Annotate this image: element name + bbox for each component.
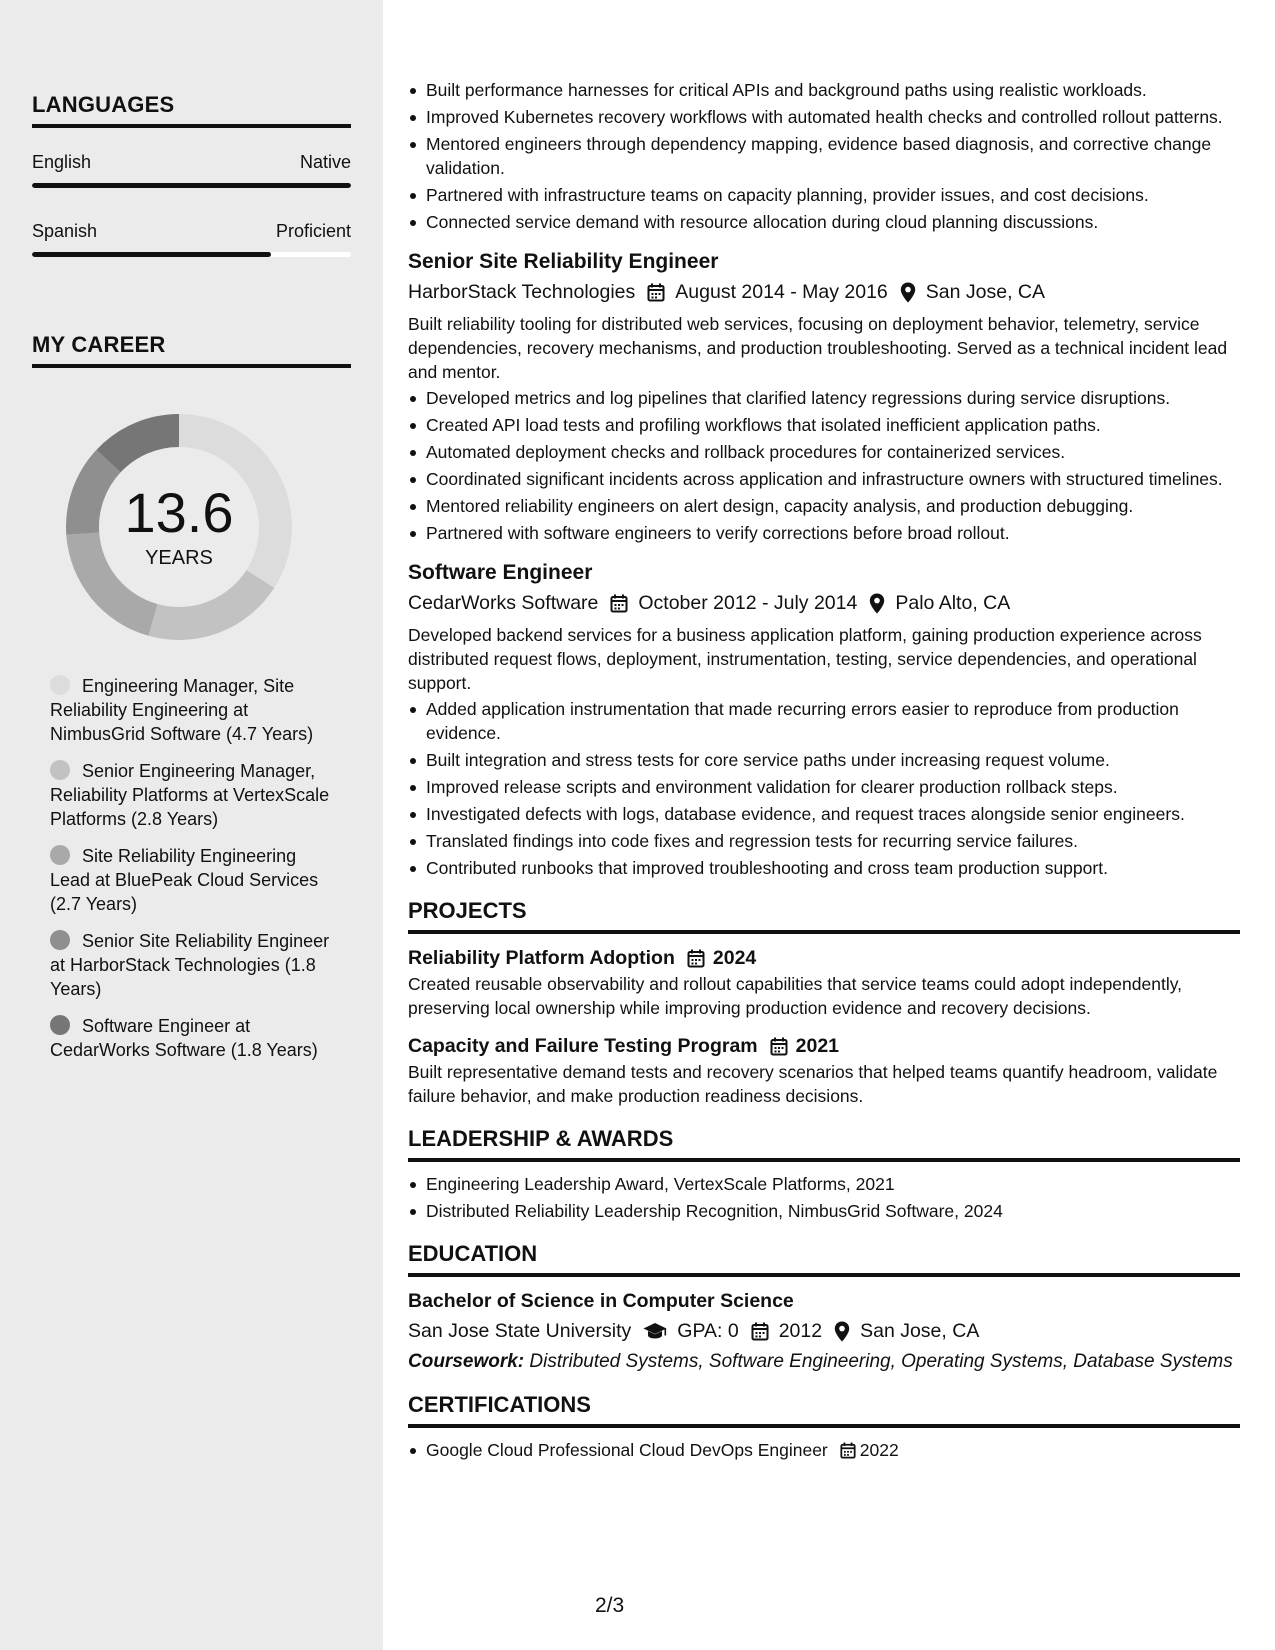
project-description: Built representative demand tests and recovery scenarios that helped teams quantify headroom, validate failure behavior, and make production readiness decisions. xyxy=(408,1062,1218,1106)
bullet-item: Connected service demand with resource allocation during cloud planning discussions. xyxy=(408,210,1240,234)
language-level: Proficient xyxy=(275,221,351,241)
map-pin-icon xyxy=(869,593,885,614)
language-level: Native xyxy=(299,152,351,172)
previous-job-bullets xyxy=(408,78,1240,234)
job-meta xyxy=(408,278,1240,306)
career-legend-item xyxy=(50,929,340,1001)
language-bar-spanish xyxy=(32,252,351,257)
language-bar-fill xyxy=(32,252,271,257)
award-item: Distributed Reliability Leadership Recognition, NimbusGrid Software, 2024 xyxy=(408,1199,1240,1223)
education-coursework xyxy=(408,1349,1240,1374)
project-title: Capacity and Failure Testing Program xyxy=(408,1035,758,1057)
sidebar xyxy=(0,0,383,1650)
career-legend-label: Engineering Manager, Site Reliability Engineering at NimbusGrid Software (4.7 Years) xyxy=(50,676,314,744)
bullet-item: Investigated defects with logs, database evidence, and request traces alongside senior engineers. xyxy=(408,802,1240,826)
project-title-row xyxy=(408,944,1240,972)
language-row-english xyxy=(32,152,351,173)
map-pin-icon xyxy=(900,282,916,303)
map-pin-icon xyxy=(834,1321,850,1342)
job-meta xyxy=(408,589,1240,617)
education-title: EDUCATION xyxy=(408,1241,1240,1277)
legend-dot xyxy=(50,1015,70,1035)
project-year: 2021 xyxy=(795,1035,840,1057)
awards-title: LEADERSHIP & AWARDS xyxy=(408,1126,1240,1162)
language-bar-english xyxy=(32,183,351,188)
bullet-item: Mentored reliability engineers on alert design, capacity analysis, and production debugging. xyxy=(408,494,1240,518)
job-dates: October 2012 - July 2014 xyxy=(638,592,858,614)
job-location: San Jose, CA xyxy=(925,281,1045,303)
certification-item xyxy=(408,1438,1240,1462)
career-legend-label: Senior Site Reliability Engineer at HarborStack Technologies (1.8 Years) xyxy=(50,931,330,999)
bullet-item: Added application instrumentation that made recurring errors easier to reproduce from production evidence. xyxy=(408,697,1240,745)
career-title: MY CAREER xyxy=(32,332,351,368)
legend-dot xyxy=(50,675,70,695)
project-description: Created reusable observability and rollout capabilities that service teams could adopt independently, preserving local ownership while improving production evidence and recovery decisions. xyxy=(408,974,1183,1018)
bullet-item: Coordinated significant incidents across application and infrastructure owners with structured timelines. xyxy=(408,467,1240,491)
calendar-icon xyxy=(687,949,705,968)
career-legend-label: Site Reliability Engineering Lead at BluePeak Cloud Services (2.7 Years) xyxy=(50,846,319,914)
bullet-item: Created API load tests and profiling workflows that isolated inefficient application paths. xyxy=(408,413,1240,437)
career-total-years: 13.6 xyxy=(124,480,234,544)
awards-list xyxy=(408,1172,1240,1223)
bullet-item: Improved Kubernetes recovery workflows with automated health checks and controlled rollout patterns. xyxy=(408,105,1240,129)
page-number: 2/3 xyxy=(595,1594,625,1617)
bullet-item: Partnered with infrastructure teams on capacity planning, provider issues, and cost decisions. xyxy=(408,183,1240,207)
career-legend-label: Software Engineer at CedarWorks Software (1.8 Years) xyxy=(50,1016,318,1060)
main-content xyxy=(408,78,1240,1465)
job-title: Senior Site Reliability Engineer xyxy=(408,250,719,273)
project-entry xyxy=(408,1032,1240,1108)
calendar-icon xyxy=(751,1322,769,1341)
job-company: CedarWorks Software xyxy=(408,592,599,614)
calendar-icon xyxy=(647,283,665,302)
project-title-row xyxy=(408,1032,1240,1060)
legend-dot xyxy=(50,930,70,950)
bullet-item: Improved release scripts and environment validation for clearer production rollback steps. xyxy=(408,775,1240,799)
job-bullets xyxy=(408,386,1240,545)
language-row-spanish xyxy=(32,221,351,242)
coursework-label: Coursework: xyxy=(408,1351,525,1372)
bullet-item: Partnered with software engineers to verify corrections before broad rollout. xyxy=(408,521,1240,545)
bullet-item: Built integration and stress tests for core service paths under increasing request volume. xyxy=(408,748,1240,772)
career-legend-item xyxy=(50,1014,340,1062)
career-legend-label: Senior Engineering Manager, Reliability Platforms at VertexScale Platforms (2.8 Years) xyxy=(50,761,330,829)
bullet-item: Built performance harnesses for critical APIs and background paths using realistic workloads. xyxy=(408,78,1240,102)
job-company: HarborStack Technologies xyxy=(408,281,636,303)
calendar-icon xyxy=(770,1037,788,1056)
graduation-cap-icon xyxy=(643,1322,667,1340)
project-title: Reliability Platform Adoption xyxy=(408,947,675,969)
bullet-item: Translated findings into code fixes and regression tests for recurring service failures. xyxy=(408,829,1240,853)
award-item: Engineering Leadership Award, VertexScale Platforms, 2021 xyxy=(408,1172,1240,1196)
bullet-item: Contributed runbooks that improved troubleshooting and cross team production support. xyxy=(408,856,1240,880)
language-bar-fill xyxy=(32,183,351,188)
project-entry xyxy=(408,944,1240,1020)
education-school: San Jose State University xyxy=(408,1320,632,1342)
education-year: 2012 xyxy=(778,1320,823,1342)
education-meta xyxy=(408,1317,1240,1345)
calendar-icon xyxy=(840,1442,856,1459)
education-entry xyxy=(408,1287,1240,1374)
legend-dot xyxy=(50,760,70,780)
bullet-item: Mentored engineers through dependency mapping, evidence based diagnosis, and corrective change validation. xyxy=(408,132,1240,180)
projects-title: PROJECTS xyxy=(408,898,1240,934)
bullet-item: Automated deployment checks and rollback procedures for containerized services. xyxy=(408,440,1240,464)
education-location: San Jose, CA xyxy=(860,1320,980,1342)
certifications-title: CERTIFICATIONS xyxy=(408,1392,1240,1428)
certification-name: Google Cloud Professional Cloud DevOps Engineer xyxy=(426,1440,828,1460)
job-description: Developed backend services for a business application platform, gaining production experience across distributed request flows, deployment, instrumentation, testing, service dependencies, and operational support. xyxy=(408,625,1202,693)
career-donut-center xyxy=(66,414,292,640)
job-description: Built reliability tooling for distributed web services, focusing on deployment behavior, telemetry, service dependencies, recovery mechanisms, and production troubleshooting. Served as a technical incident lead and mentor. xyxy=(408,314,1228,382)
education-degree: Bachelor of Science in Computer Science xyxy=(408,1290,794,1312)
job-location: Palo Alto, CA xyxy=(895,592,1011,614)
certification-year: 2022 xyxy=(859,1440,899,1460)
job-title: Software Engineer xyxy=(408,561,593,584)
language-name: English xyxy=(32,152,92,172)
job-entry-harborstack xyxy=(408,248,1240,545)
career-legend-item xyxy=(50,844,340,916)
coursework-list: Distributed Systems, Software Engineering, Operating Systems, Database Systems xyxy=(529,1351,1233,1372)
bullet-item: Developed metrics and log pipelines that clarified latency regressions during service disruptions. xyxy=(408,386,1240,410)
career-total-unit: YEARS xyxy=(145,546,213,569)
career-donut-chart xyxy=(66,414,292,640)
certifications-list xyxy=(408,1438,1240,1462)
career-legend-item xyxy=(50,759,340,831)
calendar-icon xyxy=(610,594,628,613)
job-dates: August 2014 - May 2016 xyxy=(675,281,888,303)
project-year: 2024 xyxy=(712,947,757,969)
languages-title: LANGUAGES xyxy=(32,92,351,128)
job-entry-cedarworks xyxy=(408,559,1240,880)
language-name: Spanish xyxy=(32,221,98,241)
legend-dot xyxy=(50,845,70,865)
career-legend xyxy=(50,674,340,1075)
job-bullets xyxy=(408,697,1240,880)
education-gpa: GPA: 0 xyxy=(677,1320,739,1342)
career-legend-item xyxy=(50,674,340,746)
